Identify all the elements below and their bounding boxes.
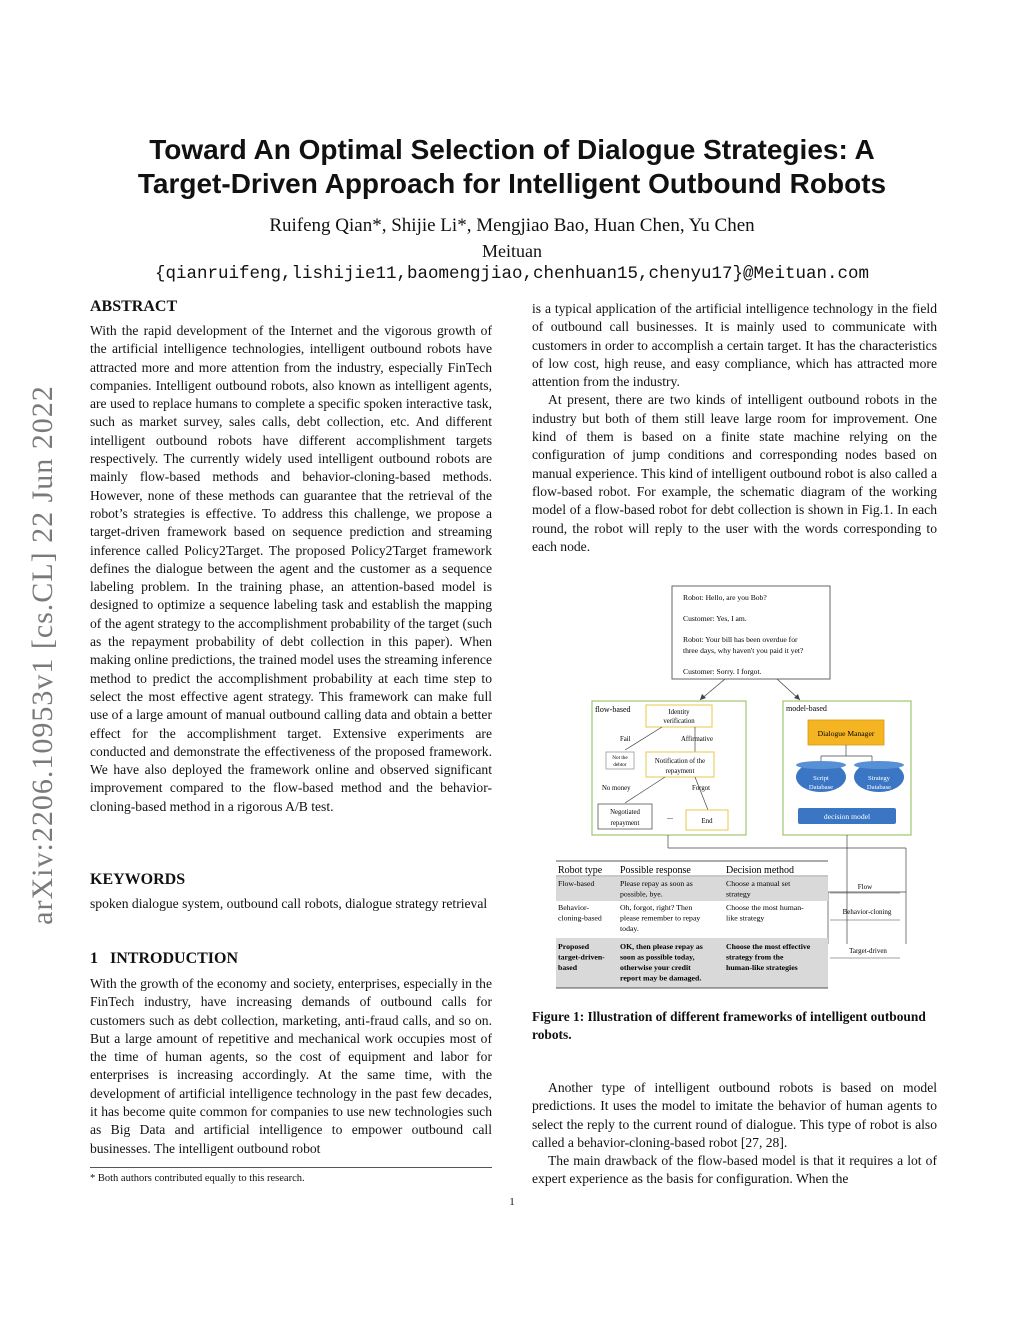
table-cell-decision: human-like strategies xyxy=(726,963,798,972)
table-cell-type: Flow-based xyxy=(558,879,595,888)
abstract-body xyxy=(90,322,492,816)
footnote: * Both authors contributed equally to this research. xyxy=(90,1173,305,1184)
dialogue-line-2: Customer: Yes, I am. xyxy=(683,614,747,623)
table-cell-response: today. xyxy=(620,924,639,933)
intro-right-column-bottom xyxy=(532,1079,937,1189)
identity-verification-1: Identity xyxy=(668,709,690,716)
strategy-db-2: Database xyxy=(866,784,892,791)
identity-verification-2: verification xyxy=(663,718,695,725)
side-label-flow: Flow xyxy=(857,883,873,891)
figure-1-diagram xyxy=(550,580,950,1000)
table-cell-type: cloning-based xyxy=(558,913,602,923)
side-label-target-driven: Target-driven xyxy=(849,947,887,955)
intro-paragraph-2: At present, there are two kinds of intelligent outbound robots in the industry but both of them still leave large room for improvement. One kind of them is based on a finite state machine relying on the configuration of jump conditions and corresponding nodes based on manual experience. This kind of intelligent outbound robot is also called a flow-based robot. For example, the schematic diagram of the working model of a flow-based robot for debt collection is shown in Fig.1. In each round, the robot will reply to the user with the words corresponding to each node. xyxy=(532,392,937,554)
table-cell-type: based xyxy=(558,963,578,972)
script-db-2: Database xyxy=(808,784,834,791)
table-cell-decision: like strategy xyxy=(726,913,765,923)
table-cell-response: otherwise your credit xyxy=(620,963,691,972)
footnote-rule xyxy=(90,1167,492,1168)
page-number: 1 xyxy=(509,1196,515,1208)
not-debtor-2: debtor xyxy=(613,762,627,768)
paper-title-line1: Toward An Optimal Selection of Dialogue Strategies: A xyxy=(149,134,875,165)
notification-2: repayment xyxy=(665,768,695,775)
dialogue-line-4: three days, why haven't you paid it yet? xyxy=(683,646,804,655)
keywords-heading: KEYWORDS xyxy=(90,871,186,888)
table-header-response: Possible response xyxy=(620,865,691,876)
no-money-label: No money xyxy=(602,785,631,792)
affirmative-label: Affirmative xyxy=(681,736,713,743)
keywords-body xyxy=(90,895,492,913)
table-cell-response: please remember to repay xyxy=(620,913,701,923)
intro-paragraph-4: The main drawback of the flow-based model is that it requires a lot of expert experience as the basis for configuration. When the xyxy=(532,1153,937,1187)
not-debtor-1: Not the xyxy=(612,755,628,761)
table-cell-type: Proposed xyxy=(558,942,590,951)
dialogue-manager-label: Dialogue Manager xyxy=(817,729,875,738)
end-label: End xyxy=(701,818,713,825)
negotiated-2: repayment xyxy=(610,820,640,827)
arxiv-side-label: arXiv:2206.10953v1 [cs.CL] 22 Jun 2022 xyxy=(26,385,59,925)
side-label-behavior-cloning: Behavior-cloning xyxy=(842,908,892,916)
table-cell-decision: strategy xyxy=(726,889,751,899)
table-cell-decision: Choose the most effective xyxy=(726,942,811,951)
notification-1: Notification of the xyxy=(654,758,706,765)
intro-left-column xyxy=(90,975,492,1158)
intro-paragraph-3: Another type of intelligent outbound robots is based on model predictions. It uses the model to imitate the behavior of human agents to select the reply to the current round of dialogue. This type of robot is also called a behavior-cloning-based robot [27, 28]. xyxy=(532,1080,937,1150)
model-based-label: model-based xyxy=(786,704,827,713)
table-cell-decision: strategy from the xyxy=(726,952,784,962)
table-header-robot-type: Robot type xyxy=(558,865,603,876)
table-cell-decision: Choose a manual set xyxy=(726,879,791,888)
negotiated-1: Negotiated xyxy=(610,809,640,816)
table-cell-response: possible, bye. xyxy=(620,889,663,899)
affiliation: Meituan xyxy=(482,241,542,261)
intro-paragraph-1: With the growth of the economy and society, enterprises, especially in the FinTech industry, have increasing demands of outbound calls for customers such as debt collection, marketing, anti-fraud calls, and so on. But a large amount of repetitive and mechanical work occupies most of the time of human agents, so the cost of equipment and labor for enterprises is increasing accordingly. At the same time, with the development of artificial intelligence technology in the past few decades, it has become quite common for companies to use new technologies such as Big Data and artificial intelligence to empower outbound call businesses. The intelligent outbound robot xyxy=(90,976,492,1156)
forgot-label: Forgot xyxy=(692,785,711,792)
table-cell-response: Oh, forgot, right? Then xyxy=(620,903,693,912)
author-emails: {qianruifeng,lishijie11,baomengjiao,chenhuan15,chenyu17}@Meituan.com xyxy=(154,264,870,284)
paper-title-line2: Target-Driven Approach for Intelligent Outbound Robots xyxy=(137,168,887,199)
introduction-heading: 1 INTRODUCTION xyxy=(90,950,239,967)
dialogue-line-1: Robot: Hello, are you Bob? xyxy=(683,593,767,602)
table-cell-response: soon as possible today, xyxy=(620,952,695,962)
table-cell-response: OK, then please repay as xyxy=(620,942,703,951)
table-header-decision: Decision method xyxy=(726,865,795,876)
fail-label: Fail xyxy=(620,736,631,743)
strategy-db-1: Strategy xyxy=(868,775,890,782)
figure-1-caption: Figure 1: Illustration of different frameworks of intelligent outbound robots. xyxy=(532,1009,926,1042)
flow-dots: ... xyxy=(667,812,673,821)
table-cell-response: report may be damaged. xyxy=(620,973,702,983)
intro-right-column-top xyxy=(532,300,937,556)
table-cell-response: Please repay as soon as xyxy=(620,879,693,888)
abstract-heading: ABSTRACT xyxy=(90,298,178,315)
script-db-1: Script xyxy=(813,775,829,782)
decision-model-label: decision model xyxy=(823,812,871,821)
table-cell-type: Behavior- xyxy=(558,903,590,912)
dialogue-line-3: Robot: Your bill has been overdue for xyxy=(683,635,798,644)
flow-based-label: flow-based xyxy=(595,705,631,714)
table-cell-type: target-driven- xyxy=(558,952,605,962)
intro-paragraph-1-continued: is a typical application of the artificial intelligence technology in the field of outbound call businesses. It is mainly used to communicate with customers in order to accomplish a certain target. It has the characteristics of low cost, high reuse, and easy compliance, which has attracted more attention from the industry. xyxy=(532,301,937,390)
dialogue-line-5: Customer: Sorry. I forgot. xyxy=(683,667,762,676)
authors: Ruifeng Qian*, Shijie Li*, Mengjiao Bao, Huan Chen, Yu Chen xyxy=(269,215,755,236)
abstract-text: With the rapid development of the Internet and the vigorous growth of the artificial intelligence technologies, intelligent outbound robots have attracted more and more attention from the industry, especially FinTech companies. Intelligent outbound robots, also known as intelligent agents, are used to replace humans to complete a specific spoken interactive task, such as market survey, sales calls, debt collection, etc. And different intelligent outbound robots have different accomplishment targets respectively. The currently widely used intelligent outbound robots are mainly flow-based methods and behavior-cloning-based methods. However, none of these methods can guarantee that the retrieval of the robot’s strategies is effective. To address this challenge, we propose a target-driven framework based on sequence prediction and streaming inference called Policy2Target. The proposed Policy2Target framework defines the dialogue between the agent and the customer as a sequence labeling problem. In the training phase, an attention-based model is designed to optimize a sequence labeling task and establish the mapping of the agent strategy to the accomplishment probability of the target (such as the repayment probability of debt collection in this paper). When making online predictions, the trained model uses the streaming inference method to predict the accomplishment probability at each time step to select the most effective agent strategy. This framework can make full use of a large amount of manual outbound calling data and obtain a better effect for the accomplishment target. Extensive experiments are conducted and demonstrate the effectiveness of the proposed framework. We have also deployed the framework online and observed significant improvement compared to the flow-based method and the behavior-cloning-based method in a rigorous A/B test. xyxy=(90,323,492,814)
keywords-text: spoken dialogue system, outbound call robots, dialogue strategy retrieval xyxy=(90,896,488,911)
table-cell-decision: Choose the most human- xyxy=(726,903,804,912)
